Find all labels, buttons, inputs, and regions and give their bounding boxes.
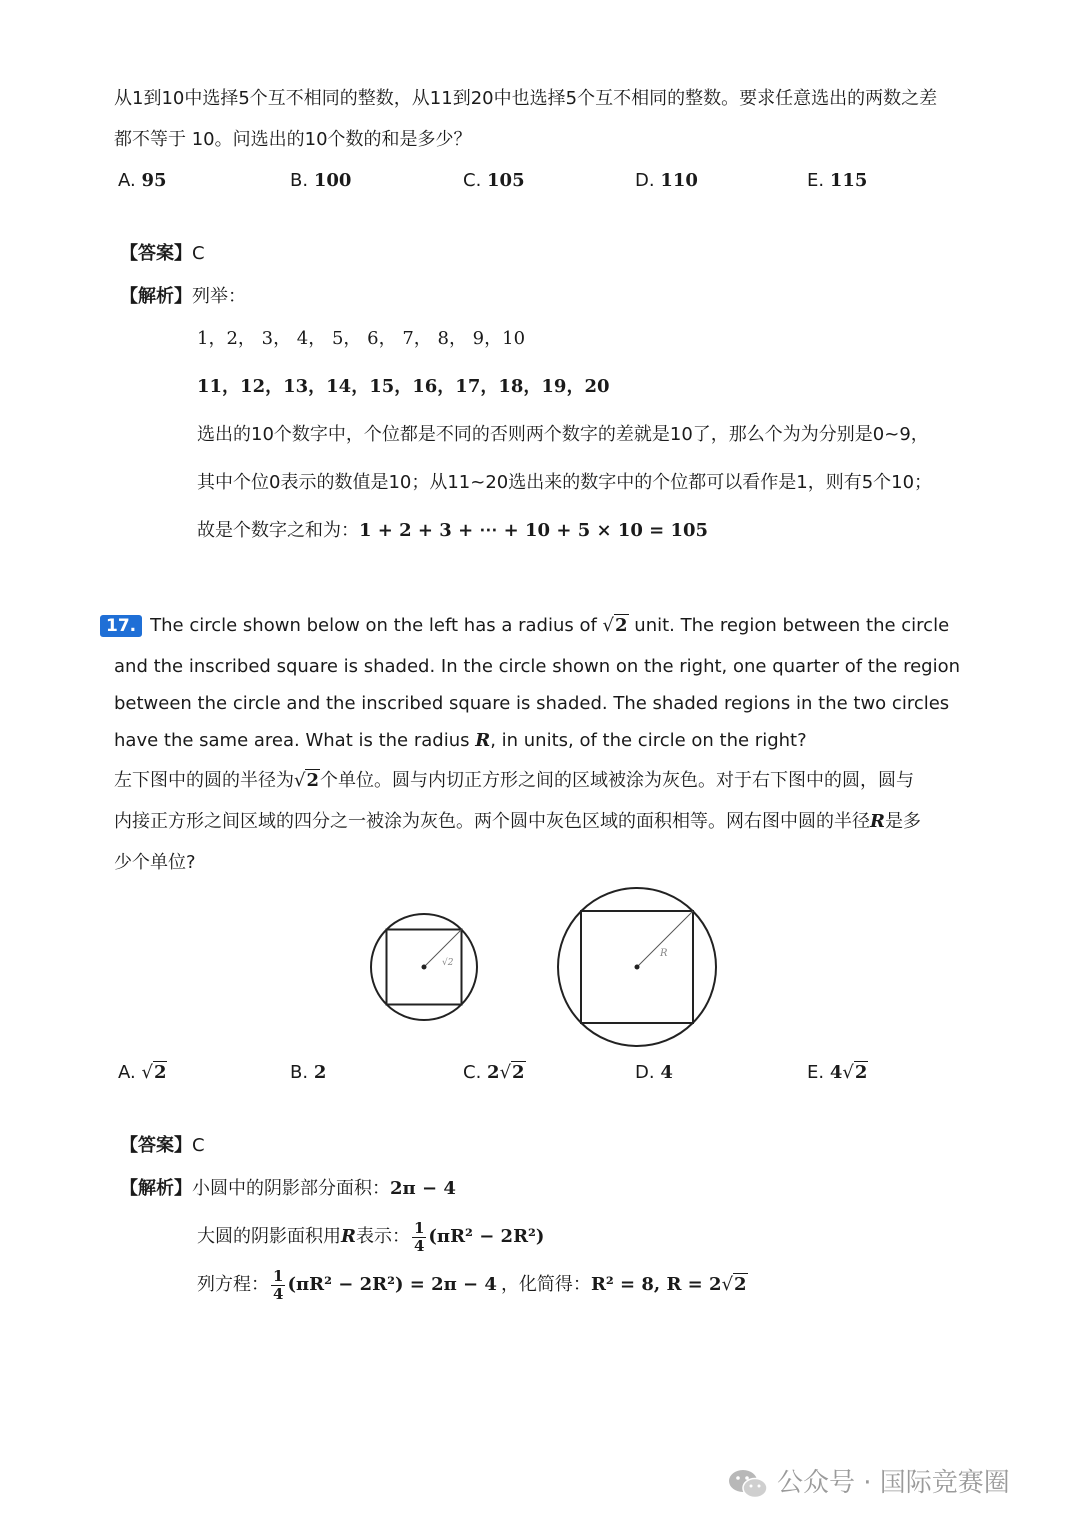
wechat-icon bbox=[727, 1467, 769, 1501]
q17-en-line4 bbox=[114, 728, 807, 754]
q17-zh2-a: 内接正方形之间区域的四分之一被涂为灰色。两个圆中灰色区域的面积相等。网右图中圆的半径 bbox=[114, 811, 870, 832]
q17-option-d: D. 4 bbox=[635, 1062, 673, 1083]
a3-text: 列方程： bbox=[197, 1274, 269, 1295]
analysis-tag: 【解析】 bbox=[120, 1178, 192, 1199]
frac-denominator: 4 bbox=[273, 1284, 284, 1303]
a2-text-b: 表示： bbox=[355, 1226, 410, 1247]
frac-denominator: 4 bbox=[413, 1236, 425, 1255]
q16-options bbox=[118, 170, 978, 196]
q17-option-a: A. √2 bbox=[118, 1062, 167, 1083]
q17-en1-a: The circle shown below on the left has a radius of bbox=[150, 615, 597, 636]
left-circle-figure bbox=[371, 914, 477, 1020]
frac-numerator: 1 bbox=[413, 1218, 425, 1237]
q16-explanation-1: 选出的10个数字中，个位都是不同的否则两个数字的差就是10了，那么个为为分别是0~9， bbox=[197, 424, 929, 445]
q17-en-line3: between the circle and the inscribed square is shaded. The shaded regions in the two circles bbox=[114, 693, 950, 714]
q17-analysis-3 bbox=[197, 1262, 748, 1308]
q17-en-line1 bbox=[100, 613, 949, 639]
q17-analysis-2 bbox=[197, 1214, 544, 1260]
q17-en-line2: and the inscribed square is shaded. In the circle shown on the right, one quarter of the region bbox=[114, 656, 960, 677]
q17-zh-line3: 少个单位? bbox=[114, 852, 196, 873]
q17-option-e: E. 4√2 bbox=[807, 1062, 868, 1083]
equation: (πR² − 2R²) = 2π − 4 bbox=[287, 1274, 497, 1295]
right-center-dot bbox=[635, 965, 640, 970]
one-quarter-fraction bbox=[271, 1268, 285, 1303]
frac-numerator: 1 bbox=[273, 1266, 284, 1285]
q17-en4-a: have the same area. What is the radius bbox=[114, 730, 470, 751]
question-number-badge: 17. bbox=[100, 615, 142, 637]
sqrt-radicand: 2 bbox=[615, 615, 628, 636]
one-quarter-fraction bbox=[412, 1220, 426, 1255]
q17-analysis-1 bbox=[120, 1176, 456, 1202]
radius-R: R bbox=[870, 811, 885, 832]
q17-options bbox=[118, 1062, 978, 1088]
answer-value: C bbox=[192, 243, 205, 264]
sqrt2-expr: √2 bbox=[294, 770, 320, 791]
q16-list-row2: 11，12，13，14，15，16，17，18，19，20 bbox=[197, 376, 610, 397]
left-radius-label: √2 bbox=[442, 958, 454, 968]
q16-text-line1: 从1到10中选择5个互不相同的整数，从11到20中也选择5个互不相同的整数。要求任意选出的两数之差 bbox=[114, 88, 938, 109]
q16-option-e: E. 115 bbox=[807, 170, 868, 191]
large-shaded-area-formula: (πR² − 2R²) bbox=[428, 1226, 545, 1247]
q16-explanation-3 bbox=[197, 518, 708, 544]
q16-option-c: C. 105 bbox=[463, 170, 525, 191]
q17-zh-line1 bbox=[114, 768, 914, 794]
q17-zh2-b: 是多 bbox=[884, 811, 921, 832]
sqrt2-expr: √2 bbox=[602, 615, 628, 636]
q17-en4-b: , in units, of the circle on the right? bbox=[490, 730, 807, 751]
circles-figure bbox=[360, 885, 730, 1055]
sqrt-radicand: 2 bbox=[306, 770, 320, 791]
q16-option-b: B. 100 bbox=[290, 170, 352, 191]
a2-text-a: 大圆的阴影面积用 bbox=[197, 1226, 341, 1247]
left-center-dot bbox=[422, 965, 427, 970]
a1-text: 小圆中的阴影部分面积： bbox=[192, 1178, 390, 1199]
radius-R: R bbox=[475, 730, 491, 751]
answer-tag: 【答案】 bbox=[120, 1135, 192, 1156]
solution: R² = 8, R = 2 bbox=[590, 1274, 722, 1295]
watermark-text: 公众号 · 国际竞赛圈 bbox=[777, 1468, 1010, 1498]
analysis-intro: 列举： bbox=[192, 286, 246, 307]
q17-option-c: C. 2√2 bbox=[463, 1062, 525, 1083]
q17-zh1-a: 左下图中的圆的半径为 bbox=[114, 770, 294, 791]
small-shaded-area-formula: 2π − 4 bbox=[390, 1178, 456, 1199]
sum-formula: 1 + 2 + 3 + ⋯ + 10 + 5 × 10 = 105 bbox=[359, 520, 709, 541]
q16-analysis-heading bbox=[120, 284, 246, 310]
q16-list-row1: 1，2， 3， 4， 5， 6， 7， 8， 9，10 bbox=[197, 328, 526, 349]
answer-tag: 【答案】 bbox=[120, 243, 192, 264]
sqrt2-expr: √2 bbox=[721, 1274, 747, 1295]
q17-en1-b: unit. The region between the circle bbox=[634, 615, 950, 636]
q17-option-b: B. 2 bbox=[290, 1062, 327, 1083]
q16-explanation-2: 其中个位0表示的数值是10；从11~20选出来的数字中的个位都可以看作是1，则有5个10； bbox=[197, 472, 933, 493]
q16-answer bbox=[120, 241, 205, 267]
radius-R: R bbox=[341, 1226, 356, 1247]
q17-zh1-b: 个单位。圆与内切正方形之间的区域被涂为灰色。对于右下图中的圆，圆与 bbox=[320, 770, 915, 791]
right-circle-figure bbox=[558, 888, 716, 1046]
q16-option-a: A. 95 bbox=[118, 170, 167, 191]
a3-text2: ，化简得： bbox=[500, 1274, 591, 1295]
q17-zh-line2 bbox=[114, 809, 921, 835]
q17-answer bbox=[120, 1133, 205, 1159]
expl3-text: 故是个数字之和为： bbox=[197, 520, 359, 541]
q16-option-d: D. 110 bbox=[635, 170, 698, 191]
right-radius-label: R bbox=[660, 948, 668, 959]
sqrt-radicand: 2 bbox=[734, 1274, 747, 1295]
analysis-tag: 【解析】 bbox=[120, 286, 192, 307]
watermark bbox=[727, 1462, 1010, 1501]
answer-value: C bbox=[192, 1135, 205, 1156]
q16-text-line2: 都不等于 10。问选出的10个数的和是多少？ bbox=[114, 129, 472, 150]
